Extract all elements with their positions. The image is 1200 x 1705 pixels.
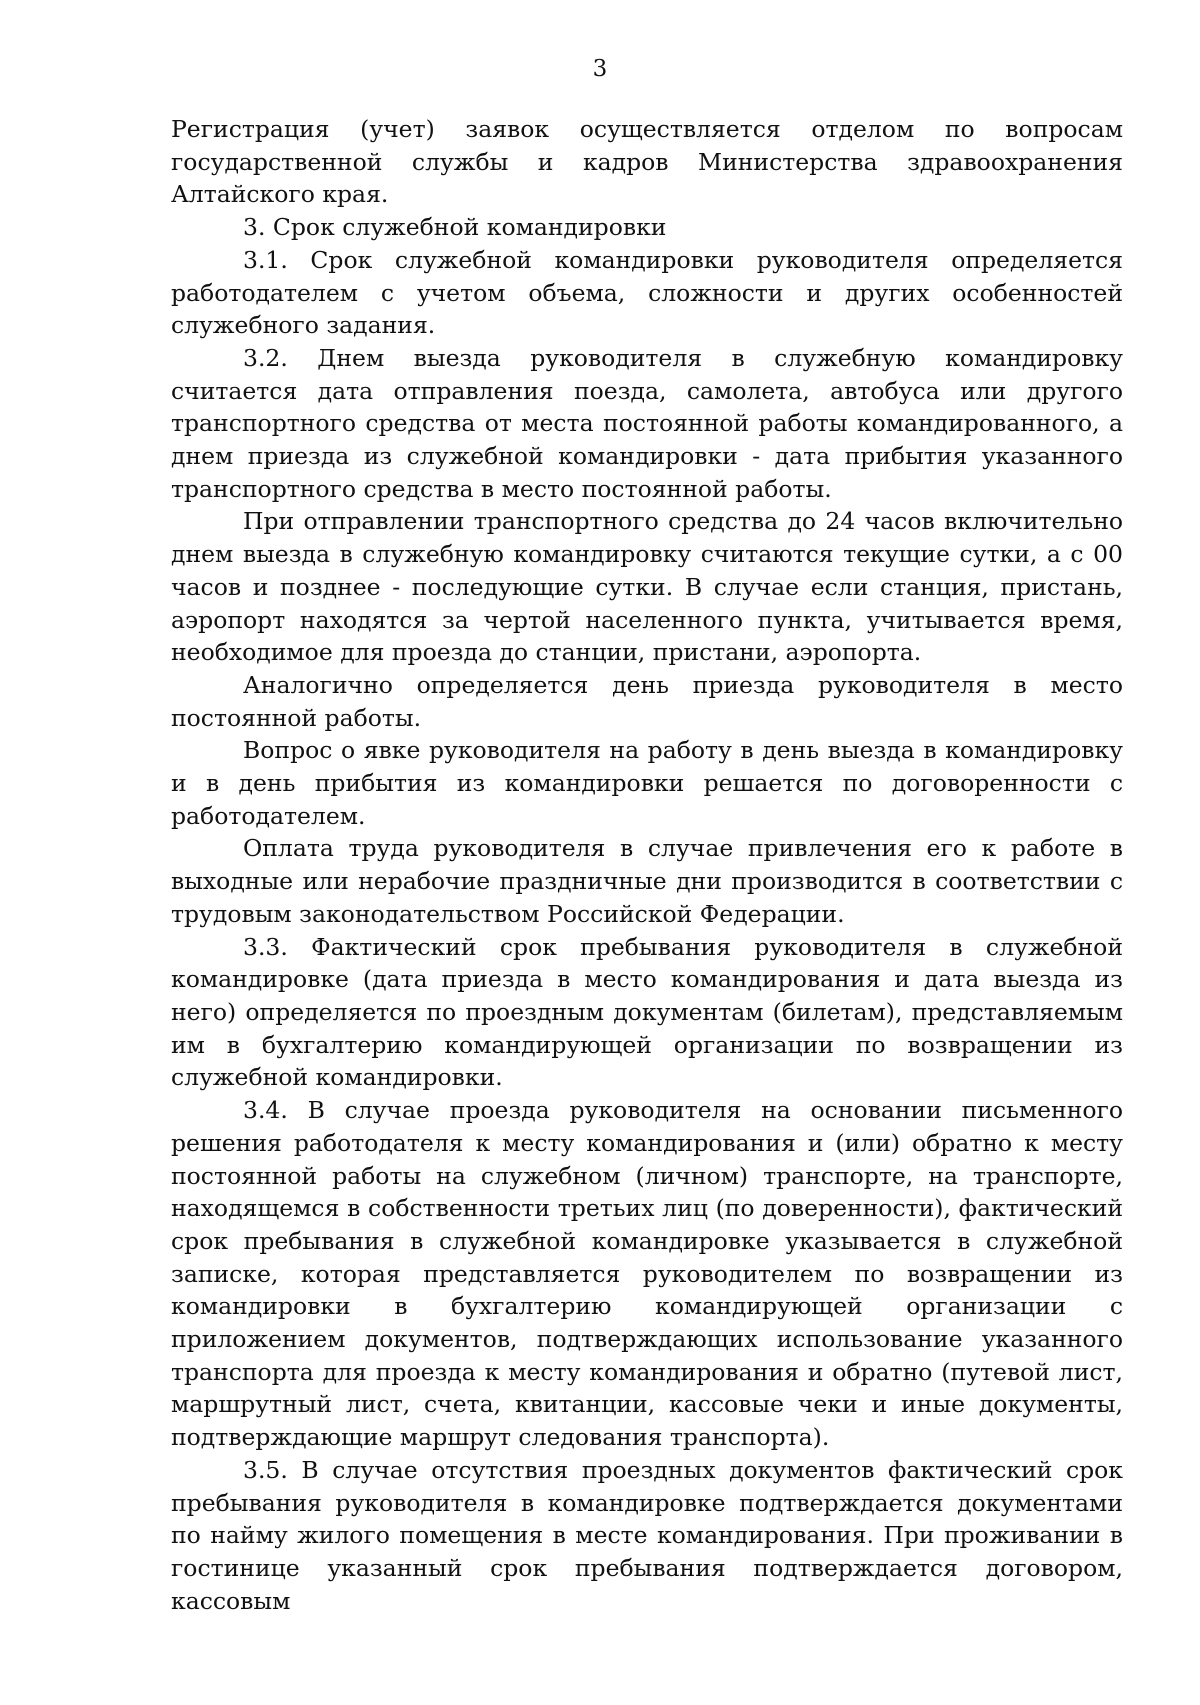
page-number: 3 bbox=[592, 56, 608, 82]
paragraph-3-2: 3.2. Днем выезда руководителя в служебную командировку считается дата отправления поезда, самолета, автобуса или другого транспортного средства от места постоянной работы командированного, а днем приезда из служебной командировки - дата прибытия указанного транспортного средства в место постоянной работы. bbox=[171, 343, 1123, 503]
paragraph-3-4: 3.4. В случае проезда руководителя на основании письменного решения работодателя к месту командирования и (или) обратно к месту постоянной работы на служебном (личном) транспорте, на транспорте, находящемся в собственности третьих лиц (по доверенности), фактический срок пребывания в служебной командировке указывается в служебной записке, которая представляется руководителем по возвращении из командировки в бухгалтерию командирующей организации с приложением документов, подтверждающих использование указанного транспорта для проезда к месту командирования и обратно (путевой лист, маршрутный лист, счета, квитанции, кассовые чеки и иные документы, подтверждающие маршрут следования транспорта). bbox=[171, 1096, 1123, 1452]
paragraph-attendance: Вопрос о явке руководителя на работу в день выезда в командировку и в день прибытия из командировки решается по договоренности с работодателем. bbox=[171, 736, 1123, 830]
paragraph-payment: Оплата труда руководителя в случае привлечения его к работе в выходные или нерабочие праздничные дни производится в соответствии с трудовым законодательством Российской Федерации. bbox=[171, 834, 1123, 928]
paragraph-registration: Регистрация (учет) заявок осуществляется отделом по вопросам государственной службы и кадров Министерства здравоохранения Алтайского края. bbox=[171, 115, 1123, 209]
document-body bbox=[171, 113, 1123, 1617]
paragraph-arrival-day: Аналогично определяется день приезда руководителя в место постоянной работы. bbox=[171, 670, 1123, 732]
paragraph-departure-time: При отправлении транспортного средства до 24 часов включительно днем выезда в служебную командировку считаются текущие сутки, а с 00 часов и позднее - последующие сутки. В случае если станция, пристань, аэропорт находятся за чертой населенного пункта, учитывается время, необходимое для проезда до станции, пристани, аэропорта. bbox=[171, 507, 1123, 667]
paragraph-3-1: 3.1. Срок служебной командировки руководителя определяется работодателем с учетом объема, сложности и других особенностей служебного задания. bbox=[171, 245, 1123, 340]
paragraph-3-3: 3.3. Фактический срок пребывания руководителя в служебной командировке (дата приезда в место командирования и дата выезда из него) определяется по проездным документам (билетам), представляемым им в бухгалтерию командирующей организации по возвращении из служебной командировки. bbox=[171, 932, 1123, 1092]
paragraph-3-5: 3.5. В случае отсутствия проездных документов фактический срок пребывания руководителя в командировке подтверждается документами по найму жилого помещения в месте командирования. При проживании в гостинице указанный срок пребывания подтверждается договором, кассовым bbox=[171, 1455, 1123, 1615]
section-heading-3: 3. Срок служебной командировки bbox=[243, 213, 667, 242]
